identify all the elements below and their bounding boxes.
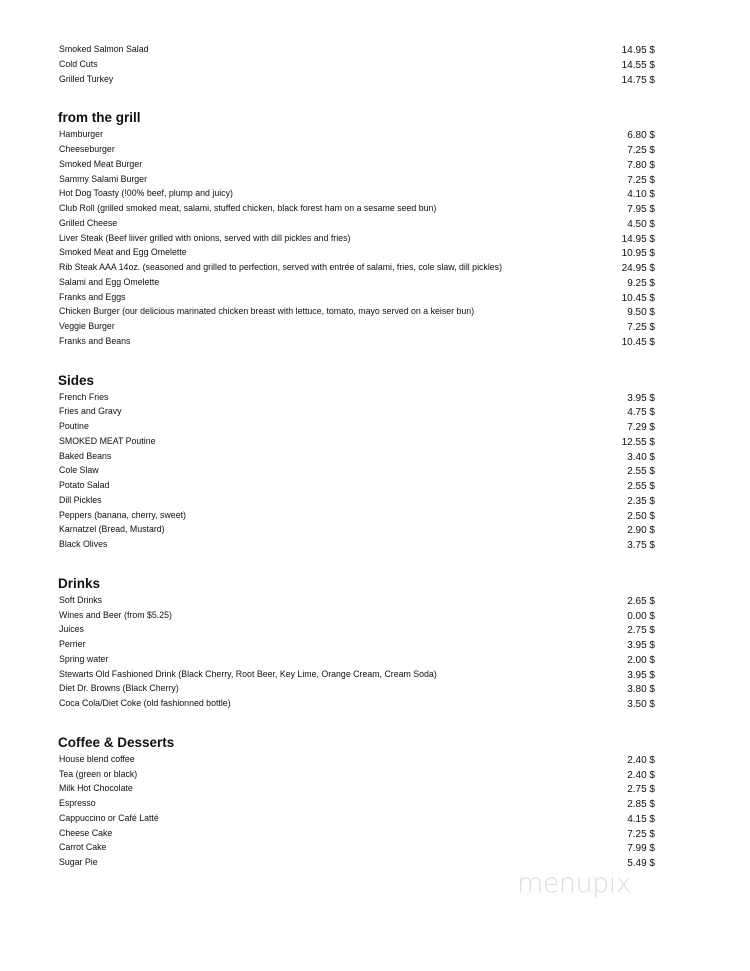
item-price: 2.75 $	[627, 625, 655, 637]
item-price: 7.95 $	[627, 204, 655, 215]
menu-item	[59, 449, 655, 464]
menu-item	[59, 608, 655, 623]
menu-item	[59, 752, 655, 767]
item-name: Cappuccino or Café Latté	[59, 812, 159, 823]
menu-item	[59, 781, 655, 796]
menu-item	[59, 463, 655, 478]
item-name: Carrot Cake	[59, 842, 107, 853]
item-price: 4.10 $	[627, 189, 655, 201]
item-name: Smoked Salmon Salad	[59, 44, 149, 54]
item-name: Diet Dr. Browns (Black Cherry)	[59, 683, 179, 694]
item-price: 2.90 $	[627, 525, 655, 537]
item-price: 24.95 $	[621, 263, 655, 274]
item-price: 14.95 $	[621, 233, 655, 245]
menu-section	[59, 372, 655, 552]
menu-item	[59, 319, 655, 334]
menu-item	[59, 245, 655, 260]
menu-item	[59, 622, 655, 637]
item-name: Potato Salad	[59, 480, 110, 490]
item-price: 2.40 $	[627, 754, 655, 766]
menu-item	[59, 201, 655, 216]
item-price: 14.75 $	[621, 74, 655, 86]
section-title: Coffee & Desserts	[58, 734, 175, 750]
item-price: 2.50 $	[627, 510, 655, 522]
item-name: Club Roll (grilled smoked meat, salami, stuffed chicken, black forest ham on a sesame seed bun)	[59, 203, 437, 213]
item-price: 7.25 $	[627, 322, 655, 333]
menu-section	[59, 734, 655, 870]
menu-item	[59, 537, 655, 552]
menu-item	[59, 157, 655, 172]
item-name: Hamburger	[59, 129, 104, 140]
item-price: 0.00 $	[627, 610, 655, 622]
item-name: Soft Drinks	[59, 594, 103, 605]
menu-item	[59, 826, 655, 841]
item-name: Coca Cola/Diet Coke (old fashionned bottle)	[59, 698, 231, 708]
item-price: 5.49 $	[627, 858, 655, 869]
item-name: Grilled Turkey	[59, 73, 114, 84]
menu-item	[59, 172, 655, 187]
item-name: Smoked Meat Burger	[59, 158, 143, 169]
item-name: Baked Beans	[59, 450, 112, 461]
item-price: 7.25 $	[627, 174, 655, 186]
item-price: 4.75 $	[627, 407, 655, 419]
item-price: 3.75 $	[627, 540, 655, 551]
section-title: from the grill	[58, 110, 141, 126]
item-price: 2.85 $	[627, 799, 655, 810]
item-name: Dill Pickles	[59, 494, 102, 505]
item-name: Sugar Pie	[59, 857, 98, 867]
item-name: Veggie Burger	[59, 321, 115, 331]
item-price: 2.00 $	[627, 654, 655, 666]
item-price: 14.95 $	[621, 45, 655, 56]
menu-item	[59, 127, 655, 142]
menu-item	[59, 419, 655, 434]
menu-item	[59, 57, 655, 72]
item-price: 3.95 $	[627, 669, 655, 681]
item-price: 2.65 $	[627, 595, 655, 607]
menu-item	[59, 231, 655, 246]
menu-item	[59, 840, 655, 855]
item-name: Tea (green or black)	[59, 768, 138, 779]
item-name: Hot Dog Toasty (!00% beef, plump and juicy)	[59, 188, 233, 199]
item-name: Liver Steak (Beef liiver grilled with onions, served with dill pickles and fries)	[59, 232, 351, 243]
item-name: Black Olives	[59, 539, 108, 549]
item-price: 6.80 $	[627, 130, 655, 142]
item-name: Spring water	[59, 653, 109, 664]
item-name: Peppers (banana, cherry, sweet)	[59, 509, 186, 520]
item-price: 2.75 $	[627, 784, 655, 796]
menu-item	[59, 796, 655, 811]
menu-item	[59, 42, 655, 57]
item-name: Cheese Cake	[59, 827, 113, 838]
menu-item	[59, 304, 655, 319]
menu-item	[59, 811, 655, 826]
item-price: 4.15 $	[627, 813, 655, 825]
item-price: 10.95 $	[621, 248, 655, 260]
item-name: Karnatzel (Bread, Mustard)	[59, 524, 165, 535]
item-name: Juices	[59, 624, 84, 635]
menu-item	[59, 637, 655, 652]
menu-item	[59, 275, 655, 290]
menu-item	[59, 290, 655, 305]
item-price: 7.25 $	[627, 828, 655, 840]
item-name: Cold Cuts	[59, 58, 98, 69]
item-price: 3.50 $	[627, 699, 655, 710]
item-name: Poutine	[59, 421, 89, 431]
section-title: Sides	[58, 372, 95, 388]
item-name: Salami and Egg Omelette	[59, 276, 160, 287]
item-name: Milk Hot Chocolate	[59, 783, 133, 794]
menu	[59, 42, 655, 870]
menu-item	[59, 667, 655, 682]
menu-item	[59, 434, 655, 449]
item-price: 2.40 $	[627, 769, 655, 781]
item-price: 7.29 $	[627, 422, 655, 433]
item-price: 2.35 $	[627, 495, 655, 507]
menu-item	[59, 478, 655, 493]
menu-item	[59, 334, 655, 349]
section-title: Drinks	[58, 575, 101, 591]
menu-item	[59, 493, 655, 508]
menu-item	[59, 404, 655, 419]
menu-item	[59, 260, 655, 275]
menupix-watermark: menupix	[517, 868, 632, 899]
item-name: Stewarts Old Fashioned Drink (Black Cherry, Root Beer, Key Lime, Orange Cream, Cream Soda)	[59, 668, 437, 679]
menu-item	[59, 186, 655, 201]
item-price: 2.55 $	[627, 481, 655, 492]
item-name: French Fries	[59, 391, 109, 402]
item-price: 9.50 $	[627, 307, 655, 319]
menu-item	[59, 681, 655, 696]
item-price: 9.25 $	[627, 277, 655, 289]
menu-item	[59, 508, 655, 523]
menu-item	[59, 216, 655, 231]
item-name: Chicken Burger (our delicious marinated chicken breast with lettuce, tomato, mayo served on a keiser bun)	[59, 306, 475, 317]
item-price: 3.80 $	[627, 684, 655, 696]
item-price: 14.55 $	[621, 59, 655, 71]
item-price: 7.99 $	[627, 843, 655, 855]
menu-item	[59, 72, 655, 87]
item-name: Grilled Cheese	[59, 217, 118, 228]
menu-item	[59, 522, 655, 537]
item-price: 3.95 $	[627, 640, 655, 651]
menu-item	[59, 593, 655, 608]
item-name: SMOKED MEAT Poutine	[59, 435, 156, 446]
item-name: Rib Steak AAA 14oz. (seasoned and grilled to perfection, served with entrée of salami, fries, cole slaw, dill pickles)	[59, 262, 503, 272]
menu-item	[59, 142, 655, 157]
item-price: 2.55 $	[627, 466, 655, 478]
menu-item	[59, 652, 655, 667]
item-price: 10.45 $	[621, 292, 655, 304]
item-price: 7.25 $	[627, 145, 655, 156]
item-price: 3.40 $	[627, 451, 655, 463]
item-price: 12.55 $	[621, 436, 655, 448]
menu-section	[59, 109, 655, 348]
item-name: Franks and Eggs	[59, 291, 126, 302]
item-name: Cole Slaw	[59, 465, 99, 476]
item-name: Wines and Beer (from $5.25)	[59, 609, 172, 620]
menu-section	[59, 42, 655, 86]
menu-item	[59, 390, 655, 405]
menu-section	[59, 575, 655, 711]
item-name: Franks and Beans	[59, 335, 131, 346]
item-name: Espresso	[59, 798, 96, 808]
item-name: Perrier	[59, 639, 86, 649]
item-name: Cheeseburger	[59, 144, 115, 154]
item-name: Sammy Salami Burger	[59, 173, 147, 184]
item-name: Fries and Gravy	[59, 406, 122, 417]
item-name: Smoked Meat and Egg Omelette	[59, 247, 187, 258]
item-price: 3.95 $	[627, 392, 655, 404]
menu-item	[59, 696, 655, 711]
menu-item	[59, 767, 655, 782]
item-price: 7.80 $	[627, 159, 655, 171]
item-price: 4.50 $	[627, 218, 655, 230]
item-price: 10.45 $	[621, 336, 655, 348]
item-name: House blend coffee	[59, 753, 135, 764]
